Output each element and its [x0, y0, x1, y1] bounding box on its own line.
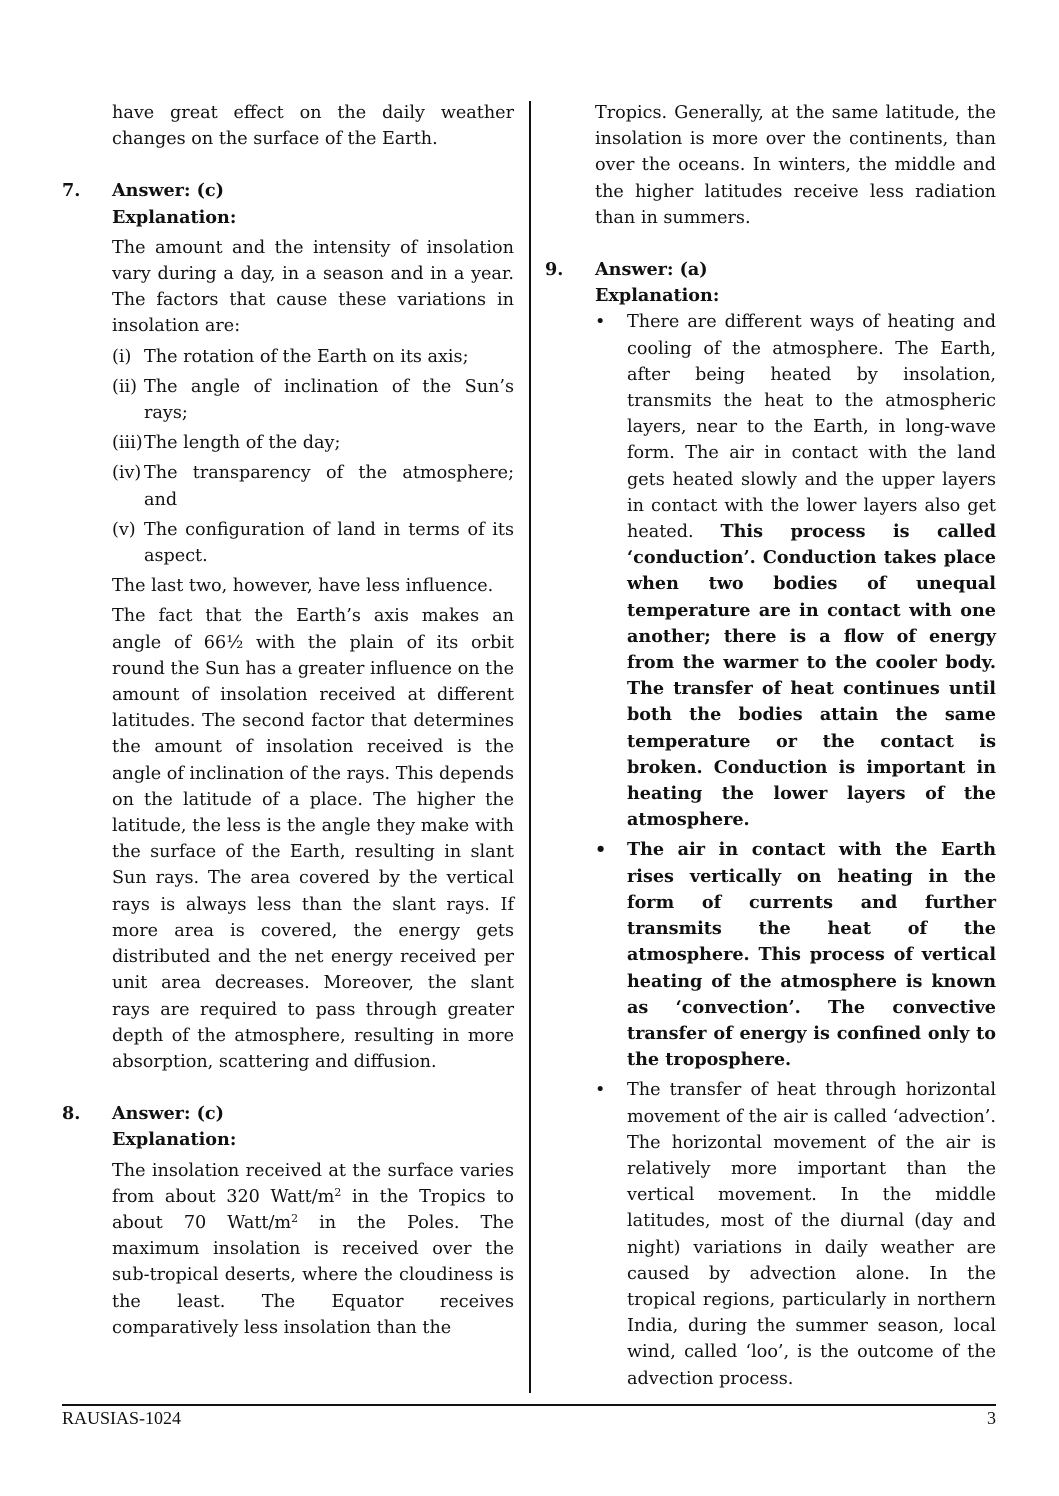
note-text: The last two, however, have less influence.	[112, 576, 494, 597]
footer-rule	[62, 1404, 996, 1406]
question-number: 8.	[62, 1103, 81, 1125]
list-item-text: The configuration of land in terms of its aspect.	[144, 519, 514, 567]
explanation-body: The fact that the Earth’s axis makes an angle of 66½ with the plain of its orbit round the Sun has a greater influence on the amount of insolation received at different latitudes. The second factor that determines the amount of insolation received is the angle of inclination of the rays. This depends on the latitude of a place. The higher the latitude, the less is the angle they make with the surface of the Earth, resulting in slant Sun rays. The area covered by the vertical rays is always less than the slant rays. If more area is covered, the energy gets distributed and the net energy received per unit area decreases. Moreover, the slant rays are required to pass through greater depth of the atmosphere, resulting in more absorption, scattering and diffusion.	[112, 606, 514, 1072]
explanation-label: Explanation:	[595, 285, 720, 307]
list-item	[595, 1077, 996, 1391]
question-number: 7.	[62, 180, 81, 202]
list-item-text: The angle of inclination of the Sun’s rays;	[144, 376, 514, 424]
bold-text: This process is called ‘conduction’. Conduction takes place when two bodies of unequal temperature are in contact with one another; there is a flow of energy from the warmer to the cooler body. The transfer of heat continues until both the bodies attain the same temperature or the contact is broken. Conduction is important in heating the lower layers of the atmosphere.	[627, 521, 996, 831]
superscript: 2	[334, 1185, 342, 1199]
explanation-label: Explanation:	[112, 206, 237, 228]
list-item-text: The transparency of the atmosphere; and	[144, 463, 514, 510]
list-item-text: The length of the day;	[144, 433, 341, 454]
list-item	[595, 309, 996, 833]
text-run: The transfer of heat through horizontal movement of the air is called ‘advection’. The horizontal movement of the air is relatively more important than the vertical movement. In the middle latitudes, most of the diurnal (day and night) variations in daily weather are caused by advection alone. In the tropical regions, particularly in northern India, during the summer season, local wind, called ‘loo’, is the outcome of the advection process.	[627, 1080, 996, 1389]
answer-label: Answer: (c)	[112, 1103, 224, 1125]
list-item	[112, 344, 514, 370]
question-9	[545, 257, 996, 309]
question-7	[62, 178, 514, 230]
continuation-text: have great effect on the daily weather changes on the surface of the Earth.	[112, 103, 514, 150]
left-column	[62, 100, 514, 1341]
explanation-body	[112, 1158, 514, 1341]
text-run: in the Poles. The maximum insolation is received over the sub-tropical deserts, where the cloudiness is the least. The Equator receives comparatively less insolation than the	[112, 1212, 514, 1338]
text-run: There are different ways of heating and cooling of the atmosphere. The Earth, after being heated by insolation, transmits the heat to the atmospheric layers, near to the Earth, in long-wave form. The air in contact with the land gets heated slowly and the upper layers in contact with the lower layers also get heated.	[627, 312, 996, 543]
continuation-text: Tropics. Generally, at the same latitude, the insolation is more over the continents, than over the oceans. In winters, the middle and the higher latitudes receive less radiation than in summers.	[595, 103, 996, 228]
list-marker: (i)	[112, 346, 132, 367]
list-item	[112, 460, 514, 512]
answer-label: Answer: (a)	[595, 259, 708, 281]
superscript: 2	[291, 1211, 299, 1225]
factor-list-wrapper	[112, 344, 514, 570]
list-marker: (v)	[112, 519, 136, 540]
answer-label: Answer: (c)	[112, 180, 224, 202]
explanation-intro: The amount and the intensity of insolation vary during a day, in a season and in a year. The factors that cause these variations in insolation are:	[112, 237, 514, 337]
text-run: The insolation received at the surface varies from about 320 Watt/m	[112, 1160, 514, 1207]
list-item	[112, 517, 514, 569]
list-marker: (iv)	[112, 463, 142, 484]
bullet-list-wrapper	[595, 309, 996, 1391]
factor-list	[112, 344, 514, 570]
list-marker: (iii)	[112, 433, 143, 454]
explanation-label: Explanation:	[112, 1129, 237, 1151]
list-item	[595, 837, 996, 1073]
text-run: in the Tropics to about 70 Watt/m	[112, 1186, 514, 1233]
list-item	[112, 374, 514, 426]
list-item	[112, 430, 514, 456]
question-number: 9.	[545, 259, 564, 281]
right-column	[545, 100, 996, 1396]
list-item-text: The rotation of the Earth on its axis;	[144, 346, 469, 367]
bullet-list	[595, 309, 996, 1391]
list-marker: (ii)	[112, 376, 137, 397]
footer-code: RAUSIAS-1024	[62, 1408, 182, 1428]
question-8	[62, 1101, 514, 1153]
page-number: 3	[987, 1408, 996, 1428]
column-divider	[529, 101, 531, 1393]
bold-text: The air in contact with the Earth rises vertically on heating in the form of currents and further transmits the heat of the atmosphere. This process of vertical heating of the atmosphere is known as ‘convection’. The convective transfer of energy is confined only to the troposphere.	[627, 839, 996, 1071]
